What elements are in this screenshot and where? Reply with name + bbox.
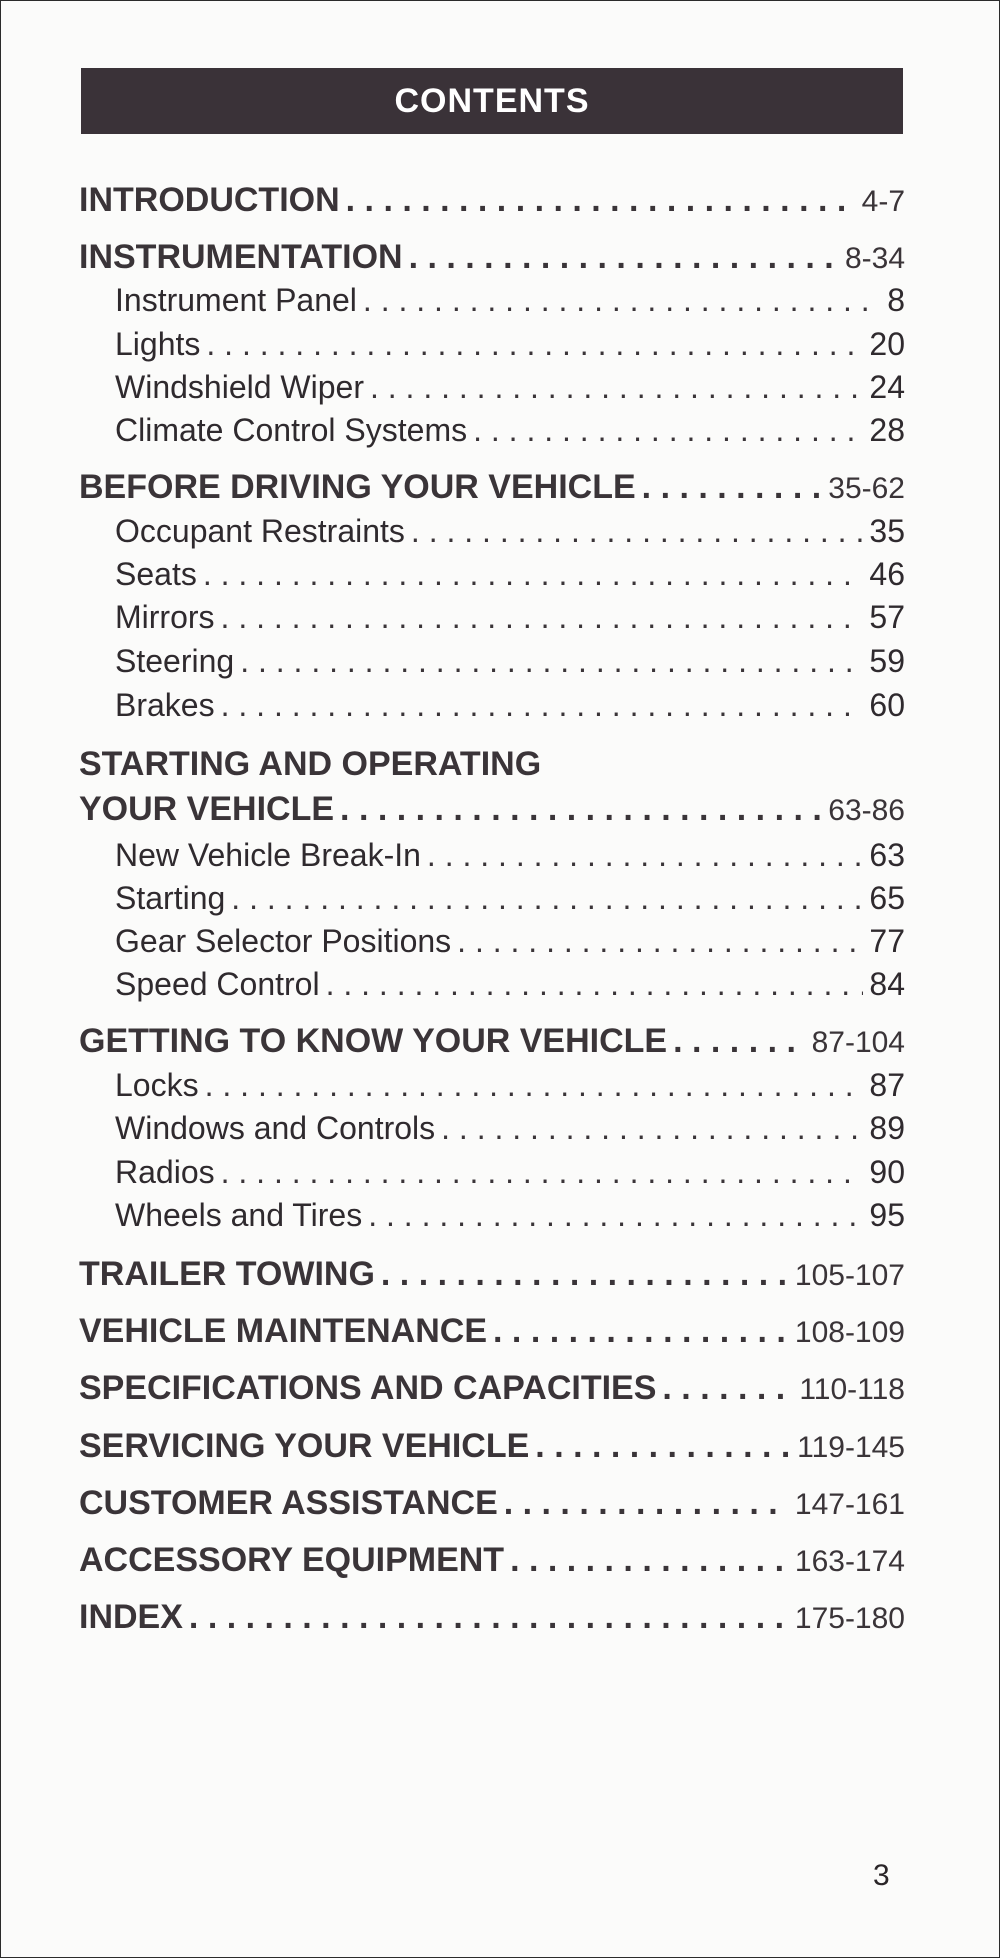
toc-section-introduction [79,181,905,220]
dot-leader [221,599,864,636]
toc-section-title-line1: STARTING AND OPERATING [79,745,542,783]
toc-section-title: BEFORE DRIVING YOUR VEHICLE [79,468,636,506]
dot-leader [346,181,856,220]
toc-section-index [79,1598,905,1637]
toc-item-title: Instrument Panel [115,282,357,318]
dot-leader [381,1255,789,1294]
dot-leader [189,1598,789,1637]
toc-section-title: INSTRUMENTATION [79,238,403,276]
dot-leader [441,1110,863,1147]
table-of-contents [1,1,999,1957]
dot-leader [473,412,863,449]
dot-leader [642,468,823,507]
dot-leader [203,556,864,593]
toc-section-title: VEHICLE MAINTENANCE [79,1312,488,1350]
toc-section-pages: 63-86 [828,794,905,827]
toc-item-title: Windshield Wiper [115,369,364,405]
toc-item [115,326,905,363]
toc-item-page: 57 [869,599,905,635]
toc-item-title: Windows and Controls [115,1110,436,1146]
toc-item-page: 84 [869,966,905,1002]
dot-leader [493,1312,789,1351]
dot-leader [206,326,863,363]
dot-leader [221,687,864,724]
page-number: 3 [873,1859,890,1892]
toc-section-title: INDEX [79,1598,183,1636]
toc-section-title: SPECIFICATIONS AND CAPACITIES [79,1369,657,1407]
toc-item [115,412,905,449]
dot-leader [340,790,822,829]
toc-section-pages: 8-34 [844,242,905,275]
toc-item-title: Locks [115,1067,199,1103]
toc-section-pages: 108-109 [794,1316,905,1349]
dot-leader [240,643,863,680]
toc-section-accessory-equipment [79,1541,905,1580]
dot-leader [370,369,863,406]
toc-item [115,966,905,1003]
dot-leader [409,238,839,277]
toc-section-pages: 110-118 [799,1373,905,1406]
dot-leader [231,880,863,917]
toc-section-title: SERVICING YOUR VEHICLE [79,1427,530,1465]
dot-leader [510,1541,789,1580]
toc-item [115,513,905,550]
toc-section-vehicle-maintenance [79,1312,905,1351]
toc-item-page: 28 [869,412,905,448]
toc-item-page: 95 [869,1197,905,1233]
toc-item [115,643,905,680]
toc-item [115,556,905,593]
dot-leader [673,1022,805,1061]
toc-item-page: 87 [869,1067,905,1103]
toc-item-title: Mirrors [115,599,215,635]
toc-item [115,369,905,406]
toc-item-page: 60 [869,687,905,723]
toc-item [115,282,905,319]
toc-section-pages: 147-161 [794,1488,905,1521]
toc-item-page: 20 [869,326,905,362]
toc-section-pages: 175-180 [794,1602,905,1635]
toc-section-pages: 4-7 [861,185,905,218]
toc-item-title: Lights [115,326,201,362]
toc-item-page: 46 [869,556,905,592]
toc-item-title: Wheels and Tires [115,1197,363,1233]
toc-item-title: Speed Control [115,966,320,1002]
toc-section-title: ACCESSORY EQUIPMENT [79,1541,505,1579]
dot-leader [411,513,864,550]
dot-leader [205,1067,864,1104]
toc-section-trailer-towing [79,1255,905,1294]
toc-section-getting-to-know [79,1022,905,1061]
toc-section-pages: 105-107 [794,1259,905,1292]
toc-section-specifications [79,1369,905,1408]
dot-leader [457,923,863,960]
dot-leader [221,1154,864,1191]
toc-item [115,687,905,724]
toc-item-title: Brakes [115,687,215,723]
toc-section-customer-assistance [79,1484,905,1523]
toc-section-instrumentation [79,238,905,277]
toc-item-title: Seats [115,556,197,592]
dot-leader [504,1484,789,1523]
dot-leader [427,837,863,874]
dot-leader [662,1369,793,1408]
toc-section-title: CUSTOMER ASSISTANCE [79,1484,498,1522]
toc-section-title: GETTING TO KNOW YOUR VEHICLE [79,1022,668,1060]
toc-section-pages: 35-62 [828,472,905,505]
toc-item-title: Occupant Restraints [115,513,405,549]
toc-item [115,599,905,636]
toc-item [115,1067,905,1104]
toc-item-title: Steering [115,643,235,679]
dot-leader [535,1427,791,1466]
toc-section-pages: 119-145 [797,1431,905,1464]
toc-item [115,880,905,917]
toc-item-page: 35 [869,513,905,549]
toc-item-page: 89 [869,1110,905,1146]
contents-title: CONTENTS [394,81,590,120]
toc-section-servicing [79,1427,905,1466]
toc-item [115,837,905,874]
toc-item-title: Gear Selector Positions [115,923,452,959]
toc-item-page: 59 [869,643,905,679]
dot-leader [368,1197,863,1234]
toc-item [115,1110,905,1147]
toc-section-pages: 163-174 [794,1545,905,1578]
toc-section-title: YOUR VEHICLE [79,790,335,828]
toc-section-starting-operating [79,790,905,829]
toc-item [115,1197,905,1234]
toc-item-title: New Vehicle Break-In [115,837,421,873]
toc-section-title: INTRODUCTION [79,181,340,219]
toc-section-title: TRAILER TOWING [79,1255,375,1293]
toc-item-page: 65 [869,880,905,916]
toc-item-page: 63 [869,837,905,873]
toc-section-pages: 87-104 [811,1026,905,1059]
toc-item-page: 90 [869,1154,905,1190]
toc-section-before-driving [79,468,905,507]
toc-item-page: 24 [869,369,905,405]
toc-item-title: Starting [115,880,226,916]
dot-leader [326,966,864,1003]
toc-item-title: Radios [115,1154,215,1190]
toc-item [115,1154,905,1191]
toc-item [115,923,905,960]
toc-item-title: Climate Control Systems [115,412,468,448]
toc-item-page: 77 [869,923,905,959]
toc-item-page: 8 [887,282,905,318]
dot-leader [363,282,881,319]
